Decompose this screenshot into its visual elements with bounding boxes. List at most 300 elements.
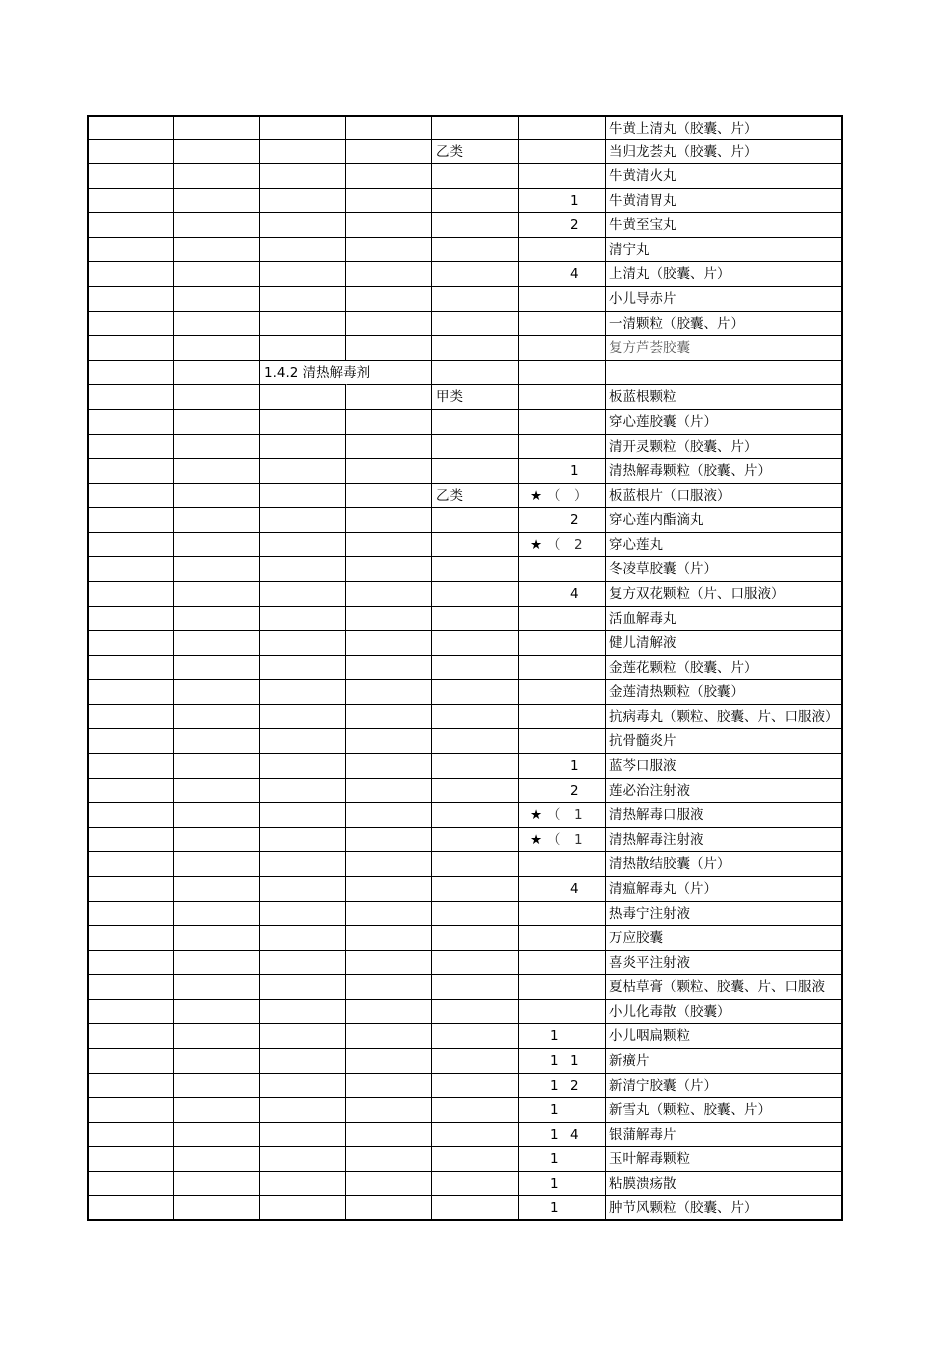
code-cell[interactable]: [519, 803, 606, 828]
grade-cell[interactable]: [432, 1147, 519, 1172]
empty-cell[interactable]: [87, 213, 174, 238]
empty-cell[interactable]: [87, 115, 174, 140]
drug-name-cell[interactable]: [606, 975, 843, 1000]
empty-cell[interactable]: [87, 1196, 174, 1221]
grade-cell[interactable]: [432, 779, 519, 804]
empty-cell[interactable]: [174, 975, 260, 1000]
empty-cell[interactable]: [174, 189, 260, 214]
category-cell[interactable]: [260, 140, 346, 165]
drug-name-cell[interactable]: [606, 262, 843, 287]
empty-cell[interactable]: [174, 705, 260, 730]
empty-cell[interactable]: [174, 1147, 260, 1172]
grade-cell[interactable]: [432, 262, 519, 287]
drug-name-cell[interactable]: [606, 877, 843, 902]
drug-name-cell[interactable]: [606, 1172, 843, 1197]
empty-cell[interactable]: [346, 975, 432, 1000]
empty-cell[interactable]: [174, 1049, 260, 1074]
grade-cell[interactable]: [432, 705, 519, 730]
empty-cell[interactable]: [346, 115, 432, 140]
code-cell[interactable]: [519, 1074, 606, 1099]
drug-name-cell[interactable]: [606, 361, 843, 386]
category-cell[interactable]: [260, 1049, 346, 1074]
drug-name-cell[interactable]: [606, 213, 843, 238]
empty-cell[interactable]: [174, 115, 260, 140]
empty-cell[interactable]: [346, 1074, 432, 1099]
empty-cell[interactable]: [174, 680, 260, 705]
grade-cell[interactable]: [432, 1000, 519, 1025]
grade-cell[interactable]: [432, 1172, 519, 1197]
category-cell[interactable]: [260, 926, 346, 951]
empty-cell[interactable]: [87, 361, 174, 386]
empty-cell[interactable]: [346, 557, 432, 582]
empty-cell[interactable]: [174, 852, 260, 877]
drug-name-cell[interactable]: [606, 1000, 843, 1025]
category-cell[interactable]: [260, 656, 346, 681]
grade-cell[interactable]: [432, 1196, 519, 1221]
drug-name-cell[interactable]: [606, 287, 843, 312]
grade-cell[interactable]: [432, 508, 519, 533]
drug-name-cell[interactable]: [606, 926, 843, 951]
drug-name-cell[interactable]: [606, 410, 843, 435]
drug-name-cell[interactable]: [606, 779, 843, 804]
grade-cell[interactable]: [432, 385, 519, 410]
grade-cell[interactable]: [432, 729, 519, 754]
empty-cell[interactable]: [87, 631, 174, 656]
category-cell[interactable]: [260, 287, 346, 312]
empty-cell[interactable]: [346, 926, 432, 951]
category-cell[interactable]: [260, 312, 346, 337]
grade-cell[interactable]: [432, 1024, 519, 1049]
drug-name-cell[interactable]: [606, 1147, 843, 1172]
empty-cell[interactable]: [174, 533, 260, 558]
empty-cell[interactable]: [174, 238, 260, 263]
grade-cell[interactable]: [432, 877, 519, 902]
drug-name-cell[interactable]: [606, 115, 843, 140]
code-cell[interactable]: [519, 607, 606, 632]
category-cell[interactable]: [260, 484, 346, 509]
category-cell[interactable]: [260, 262, 346, 287]
code-cell[interactable]: [519, 287, 606, 312]
drug-name-cell[interactable]: [606, 729, 843, 754]
category-cell[interactable]: [260, 361, 371, 386]
empty-cell[interactable]: [346, 1024, 432, 1049]
empty-cell[interactable]: [174, 385, 260, 410]
drug-name-cell[interactable]: [606, 705, 843, 730]
code-cell[interactable]: [519, 779, 606, 804]
code-cell[interactable]: [519, 1147, 606, 1172]
grade-cell[interactable]: [432, 459, 519, 484]
code-cell[interactable]: [519, 680, 606, 705]
grade-cell[interactable]: [432, 582, 519, 607]
drug-name-cell[interactable]: [606, 484, 843, 509]
drug-name-cell[interactable]: [606, 189, 843, 214]
empty-cell[interactable]: [87, 385, 174, 410]
empty-cell[interactable]: [174, 656, 260, 681]
drug-name-cell[interactable]: [606, 1196, 843, 1221]
drug-name-cell[interactable]: [606, 902, 843, 927]
empty-cell[interactable]: [346, 435, 432, 460]
empty-cell[interactable]: [346, 312, 432, 337]
empty-cell[interactable]: [346, 140, 432, 165]
grade-cell[interactable]: [432, 164, 519, 189]
empty-cell[interactable]: [174, 754, 260, 779]
empty-cell[interactable]: [87, 729, 174, 754]
empty-cell[interactable]: [87, 582, 174, 607]
empty-cell[interactable]: [174, 508, 260, 533]
code-cell[interactable]: [519, 1049, 606, 1074]
grade-cell[interactable]: [432, 115, 519, 140]
empty-cell[interactable]: [346, 410, 432, 435]
empty-cell[interactable]: [346, 828, 432, 853]
drug-name-cell[interactable]: [606, 1024, 843, 1049]
code-cell[interactable]: [519, 238, 606, 263]
grade-cell[interactable]: [432, 1098, 519, 1123]
empty-cell[interactable]: [87, 508, 174, 533]
empty-cell[interactable]: [174, 828, 260, 853]
empty-cell[interactable]: [346, 729, 432, 754]
empty-cell[interactable]: [174, 336, 260, 361]
category-cell[interactable]: [260, 336, 346, 361]
grade-cell[interactable]: [432, 410, 519, 435]
code-cell[interactable]: [519, 189, 606, 214]
empty-cell[interactable]: [346, 1000, 432, 1025]
empty-cell[interactable]: [174, 926, 260, 951]
category-cell[interactable]: [260, 582, 346, 607]
category-cell[interactable]: [260, 779, 346, 804]
grade-cell[interactable]: [432, 926, 519, 951]
code-cell[interactable]: [519, 926, 606, 951]
empty-cell[interactable]: [346, 189, 432, 214]
category-cell[interactable]: [260, 459, 346, 484]
empty-cell[interactable]: [87, 1049, 174, 1074]
empty-cell[interactable]: [87, 656, 174, 681]
empty-cell[interactable]: [346, 902, 432, 927]
empty-cell[interactable]: [174, 164, 260, 189]
code-cell[interactable]: [519, 1000, 606, 1025]
category-cell[interactable]: [260, 902, 346, 927]
category-cell[interactable]: [260, 951, 346, 976]
empty-cell[interactable]: [87, 680, 174, 705]
code-cell[interactable]: [519, 336, 606, 361]
category-cell[interactable]: [260, 1196, 346, 1221]
category-cell[interactable]: [260, 557, 346, 582]
category-cell[interactable]: [260, 1074, 346, 1099]
empty-cell[interactable]: [87, 435, 174, 460]
grade-cell[interactable]: [432, 680, 519, 705]
drug-name-cell[interactable]: [606, 1049, 843, 1074]
empty-cell[interactable]: [346, 877, 432, 902]
category-cell[interactable]: [260, 729, 346, 754]
empty-cell[interactable]: [346, 1049, 432, 1074]
empty-cell[interactable]: [87, 1074, 174, 1099]
code-cell[interactable]: [519, 729, 606, 754]
empty-cell[interactable]: [87, 1123, 174, 1148]
empty-cell[interactable]: [346, 803, 432, 828]
code-cell[interactable]: [519, 656, 606, 681]
category-cell[interactable]: [260, 828, 346, 853]
code-cell[interactable]: [519, 1024, 606, 1049]
code-cell[interactable]: [519, 1196, 606, 1221]
empty-cell[interactable]: [87, 238, 174, 263]
drug-name-cell[interactable]: [606, 1074, 843, 1099]
empty-cell[interactable]: [87, 484, 174, 509]
drug-name-cell[interactable]: [606, 852, 843, 877]
category-cell[interactable]: [260, 1000, 346, 1025]
empty-cell[interactable]: [346, 1196, 432, 1221]
empty-cell[interactable]: [87, 902, 174, 927]
drug-name-cell[interactable]: [606, 385, 843, 410]
grade-cell[interactable]: [432, 238, 519, 263]
grade-cell[interactable]: [432, 557, 519, 582]
grade-cell[interactable]: [432, 1123, 519, 1148]
drug-name-cell[interactable]: [606, 435, 843, 460]
drug-name-cell[interactable]: [606, 656, 843, 681]
empty-cell[interactable]: [174, 1098, 260, 1123]
empty-cell[interactable]: [174, 435, 260, 460]
grade-cell[interactable]: [432, 140, 519, 165]
category-cell[interactable]: [260, 189, 346, 214]
drug-name-cell[interactable]: [606, 508, 843, 533]
drug-name-cell[interactable]: [606, 1098, 843, 1123]
empty-cell[interactable]: [174, 140, 260, 165]
empty-cell[interactable]: [87, 557, 174, 582]
drug-name-cell[interactable]: [606, 312, 843, 337]
empty-cell[interactable]: [87, 1000, 174, 1025]
code-cell[interactable]: [519, 975, 606, 1000]
category-cell[interactable]: [260, 975, 346, 1000]
empty-cell[interactable]: [346, 459, 432, 484]
category-cell[interactable]: [260, 631, 346, 656]
code-cell[interactable]: [519, 213, 606, 238]
code-cell[interactable]: [519, 582, 606, 607]
category-cell[interactable]: [260, 1147, 346, 1172]
empty-cell[interactable]: [87, 164, 174, 189]
empty-cell[interactable]: [174, 484, 260, 509]
category-cell[interactable]: [260, 754, 346, 779]
empty-cell[interactable]: [346, 508, 432, 533]
grade-cell[interactable]: [432, 631, 519, 656]
drug-name-cell[interactable]: [606, 631, 843, 656]
empty-cell[interactable]: [174, 1000, 260, 1025]
empty-cell[interactable]: [346, 951, 432, 976]
empty-cell[interactable]: [346, 779, 432, 804]
code-cell[interactable]: [519, 435, 606, 460]
empty-cell[interactable]: [174, 582, 260, 607]
code-cell[interactable]: [519, 828, 606, 853]
drug-name-cell[interactable]: [606, 459, 843, 484]
grade-cell[interactable]: [432, 902, 519, 927]
code-cell[interactable]: [519, 902, 606, 927]
grade-cell[interactable]: [432, 361, 519, 386]
empty-cell[interactable]: [87, 1147, 174, 1172]
code-cell[interactable]: [519, 557, 606, 582]
empty-cell[interactable]: [174, 607, 260, 632]
empty-cell[interactable]: [346, 238, 432, 263]
empty-cell[interactable]: [346, 680, 432, 705]
code-cell[interactable]: [519, 312, 606, 337]
empty-cell[interactable]: [174, 729, 260, 754]
category-cell[interactable]: [260, 213, 346, 238]
code-cell[interactable]: [519, 1123, 606, 1148]
category-cell[interactable]: [260, 1098, 346, 1123]
empty-cell[interactable]: [346, 336, 432, 361]
category-cell[interactable]: [260, 164, 346, 189]
empty-cell[interactable]: [87, 852, 174, 877]
grade-cell[interactable]: [432, 1049, 519, 1074]
empty-cell[interactable]: [87, 140, 174, 165]
category-cell[interactable]: [260, 680, 346, 705]
empty-cell[interactable]: [87, 459, 174, 484]
empty-cell[interactable]: [174, 1074, 260, 1099]
empty-cell[interactable]: [346, 705, 432, 730]
empty-cell[interactable]: [346, 607, 432, 632]
empty-cell[interactable]: [174, 213, 260, 238]
category-cell[interactable]: [260, 115, 346, 140]
grade-cell[interactable]: [432, 852, 519, 877]
empty-cell[interactable]: [174, 262, 260, 287]
code-cell[interactable]: [519, 410, 606, 435]
grade-cell[interactable]: [432, 336, 519, 361]
empty-cell[interactable]: [174, 459, 260, 484]
empty-cell[interactable]: [346, 1172, 432, 1197]
empty-cell[interactable]: [346, 484, 432, 509]
code-cell[interactable]: [519, 754, 606, 779]
drug-name-cell[interactable]: [606, 582, 843, 607]
grade-cell[interactable]: [432, 803, 519, 828]
empty-cell[interactable]: [87, 312, 174, 337]
drug-name-cell[interactable]: [606, 754, 843, 779]
empty-cell[interactable]: [346, 385, 432, 410]
empty-cell[interactable]: [346, 1123, 432, 1148]
code-cell[interactable]: [519, 877, 606, 902]
empty-cell[interactable]: [174, 312, 260, 337]
drug-name-cell[interactable]: [606, 140, 843, 165]
empty-cell[interactable]: [346, 852, 432, 877]
empty-cell[interactable]: [174, 877, 260, 902]
empty-cell[interactable]: [87, 1024, 174, 1049]
empty-cell[interactable]: [87, 1172, 174, 1197]
empty-cell[interactable]: [87, 803, 174, 828]
empty-cell[interactable]: [346, 164, 432, 189]
code-cell[interactable]: [519, 533, 606, 558]
empty-cell[interactable]: [174, 1196, 260, 1221]
code-cell[interactable]: [519, 484, 606, 509]
empty-cell[interactable]: [87, 828, 174, 853]
grade-cell[interactable]: [432, 484, 519, 509]
empty-cell[interactable]: [346, 631, 432, 656]
drug-name-cell[interactable]: [606, 1123, 843, 1148]
empty-cell[interactable]: [346, 582, 432, 607]
empty-cell[interactable]: [174, 361, 260, 386]
code-cell[interactable]: [519, 140, 606, 165]
empty-cell[interactable]: [87, 533, 174, 558]
code-cell[interactable]: [519, 164, 606, 189]
category-cell[interactable]: [260, 1172, 346, 1197]
drug-name-cell[interactable]: [606, 238, 843, 263]
grade-cell[interactable]: [432, 435, 519, 460]
empty-cell[interactable]: [174, 631, 260, 656]
empty-cell[interactable]: [87, 951, 174, 976]
empty-cell[interactable]: [174, 902, 260, 927]
empty-cell[interactable]: [87, 336, 174, 361]
empty-cell[interactable]: [174, 1024, 260, 1049]
empty-cell[interactable]: [346, 656, 432, 681]
empty-cell[interactable]: [174, 287, 260, 312]
drug-name-cell[interactable]: [606, 607, 843, 632]
drug-name-cell[interactable]: [606, 828, 843, 853]
empty-cell[interactable]: [346, 1147, 432, 1172]
empty-cell[interactable]: [87, 877, 174, 902]
empty-cell[interactable]: [87, 705, 174, 730]
empty-cell[interactable]: [87, 410, 174, 435]
code-cell[interactable]: [519, 1172, 606, 1197]
empty-cell[interactable]: [87, 1098, 174, 1123]
empty-cell[interactable]: [87, 189, 174, 214]
category-cell[interactable]: [260, 852, 346, 877]
grade-cell[interactable]: [432, 312, 519, 337]
empty-cell[interactable]: [87, 607, 174, 632]
empty-cell[interactable]: [174, 557, 260, 582]
grade-cell[interactable]: [432, 828, 519, 853]
code-cell[interactable]: [519, 115, 606, 140]
empty-cell[interactable]: [87, 262, 174, 287]
grade-cell[interactable]: [432, 533, 519, 558]
code-cell[interactable]: [519, 361, 606, 386]
drug-name-cell[interactable]: [606, 557, 843, 582]
grade-cell[interactable]: [432, 213, 519, 238]
empty-cell[interactable]: [87, 779, 174, 804]
drug-name-cell[interactable]: [606, 951, 843, 976]
grade-cell[interactable]: [432, 607, 519, 632]
grade-cell[interactable]: [432, 189, 519, 214]
grade-cell[interactable]: [432, 951, 519, 976]
empty-cell[interactable]: [87, 926, 174, 951]
code-cell[interactable]: [519, 631, 606, 656]
code-cell[interactable]: [519, 459, 606, 484]
grade-cell[interactable]: [432, 287, 519, 312]
empty-cell[interactable]: [174, 410, 260, 435]
grade-cell[interactable]: [432, 754, 519, 779]
empty-cell[interactable]: [174, 951, 260, 976]
empty-cell[interactable]: [174, 779, 260, 804]
grade-cell[interactable]: [432, 656, 519, 681]
empty-cell[interactable]: [346, 1098, 432, 1123]
category-cell[interactable]: [260, 1123, 346, 1148]
empty-cell[interactable]: [174, 803, 260, 828]
category-cell[interactable]: [260, 435, 346, 460]
empty-cell[interactable]: [87, 287, 174, 312]
category-cell[interactable]: [260, 385, 346, 410]
category-cell[interactable]: [260, 410, 346, 435]
category-cell[interactable]: [260, 803, 346, 828]
empty-cell[interactable]: [346, 533, 432, 558]
drug-name-cell[interactable]: [606, 803, 843, 828]
grade-cell[interactable]: [432, 975, 519, 1000]
category-cell[interactable]: [260, 877, 346, 902]
category-cell[interactable]: [260, 1024, 346, 1049]
empty-cell[interactable]: [346, 213, 432, 238]
code-cell[interactable]: [519, 852, 606, 877]
drug-name-cell[interactable]: [606, 164, 843, 189]
code-cell[interactable]: [519, 951, 606, 976]
drug-name-cell[interactable]: [606, 336, 843, 361]
drug-name-cell[interactable]: [606, 533, 843, 558]
code-cell[interactable]: [519, 385, 606, 410]
category-cell[interactable]: [260, 705, 346, 730]
empty-cell[interactable]: [346, 754, 432, 779]
empty-cell[interactable]: [174, 1172, 260, 1197]
empty-cell[interactable]: [87, 754, 174, 779]
